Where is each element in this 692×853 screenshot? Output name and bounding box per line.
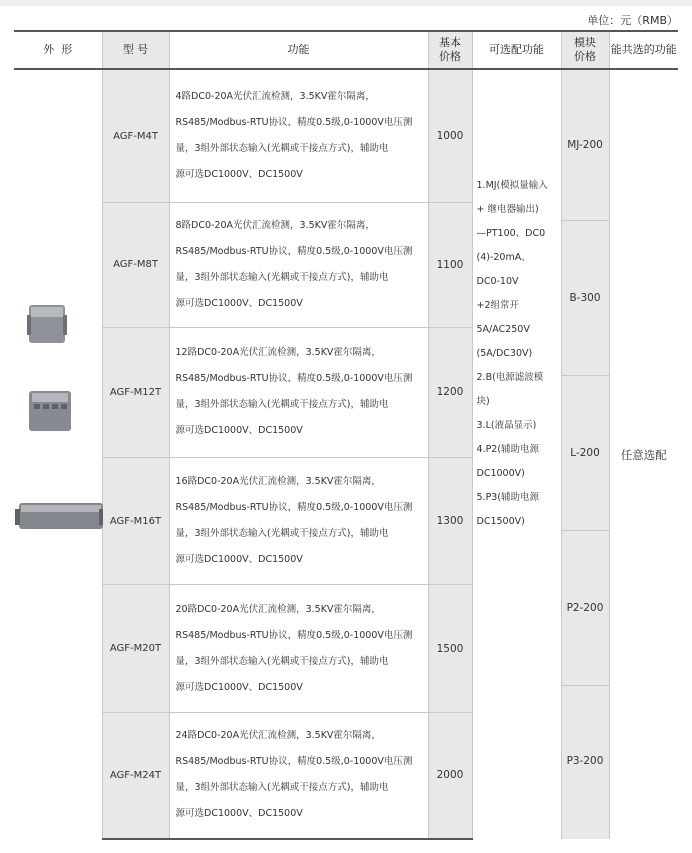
module-prices — [561, 69, 609, 839]
price-table — [14, 30, 678, 840]
module-price: B-300 — [562, 220, 609, 375]
model-cell: AGF-M12T — [102, 327, 169, 458]
function-cell: 16路DC0-20A光伏汇流检测，3.5KV霍尔隔离， RS485/Modbus-RTU协议，精度0.5级,0-1000V电压测 量，3组外部状态输入(光耦或干接点方式)，辅助电 源可选DC1000V、DC1500V — [169, 458, 428, 585]
model-cell: AGF-M4T — [102, 69, 169, 203]
base-price-cell: 1000 — [428, 69, 472, 203]
device-illustrations — [15, 71, 103, 838]
module-price: P2-200 — [562, 530, 609, 685]
top-strip — [0, 0, 692, 6]
base-price-cell: 1100 — [428, 203, 472, 327]
function-cell: 4路DC0-20A光伏汇流检测，3.5KV霍尔隔离， RS485/Modbus-RTU协议，精度0.5级,0-1000V电压测 量，3组外部状态输入(光耦或干接点方式)，辅助电 源可选DC1000V、DC1500V — [169, 69, 428, 203]
function-cell: 8路DC0-20A光伏汇流检测，3.5KV霍尔隔离， RS485/Modbus-RTU协议，精度0.5级,0-1000V电压测 量，3组外部状态输入(光耦或干接点方式)，辅助电 源可选DC1000V、DC1500V — [169, 203, 428, 327]
model-cell: AGF-M20T — [102, 585, 169, 712]
device-small-icon — [27, 305, 67, 343]
module-price: MJ-200 — [567, 139, 603, 151]
shareable-cell: 任意选配 — [609, 69, 678, 839]
device-medium-icon — [29, 391, 71, 431]
header-appearance: 外 形 — [14, 31, 102, 69]
module-price: L-200 — [562, 375, 609, 530]
header-module-price: 模块 价格 — [561, 31, 609, 69]
header-base-price: 基本 价格 — [428, 31, 472, 69]
function-cell: 24路DC0-20A光伏汇流检测，3.5KV霍尔隔离， RS485/Modbus-RTU协议，精度0.5级,0-1000V电压测 量，3组外部状态输入(光耦或干接点方式)，辅助电 源可选DC1000V、DC1500V — [169, 712, 428, 839]
function-cell: 20路DC0-20A光伏汇流检测，3.5KV霍尔隔离， RS485/Modbus-RTU协议，精度0.5级,0-1000V电压测 量，3组外部状态输入(光耦或干接点方式)，辅助电 源可选DC1000V、DC1500V — [169, 585, 428, 712]
header-model: 型 号 — [102, 31, 169, 69]
module-price: P3-200 — [562, 685, 609, 836]
optional-functions: 1.MJ(模拟量输入 + 继电器输出) —PT100、DC0 (4)-20mA、 DC0-10V +2组常开 5A/AC250V (5A/DC30V) 2.B(电源滤波模 块) 3.L(液晶显示) 4.P2(辅助电源 DC1000V) 5.P3(辅助电源 DC1500V) — [472, 69, 561, 839]
header-optional: 可选配功能 — [472, 31, 561, 69]
header-function: 功能 — [169, 31, 428, 69]
base-price-cell: 1300 — [428, 458, 472, 585]
unit-label: 单位：元（RMB） — [587, 14, 678, 27]
base-price-cell: 1500 — [428, 585, 472, 712]
device-large-icon — [15, 503, 103, 529]
table-row — [14, 69, 678, 203]
function-cell: 12路DC0-20A光伏汇流检测，3.5KV霍尔隔离， RS485/Modbus-RTU协议，精度0.5级,0-1000V电压测 量，3组外部状态输入(光耦或干接点方式)，辅助电 源可选DC1000V、DC1500V — [169, 327, 428, 458]
base-price-cell: 2000 — [428, 712, 472, 839]
header-row — [14, 31, 678, 69]
model-cell: AGF-M24T — [102, 712, 169, 839]
device-images — [14, 69, 102, 839]
model-cell: AGF-M8T — [102, 203, 169, 327]
base-price-cell: 1200 — [428, 327, 472, 458]
model-cell: AGF-M16T — [102, 458, 169, 585]
header-shareable: 能共选的功能 — [609, 31, 678, 69]
